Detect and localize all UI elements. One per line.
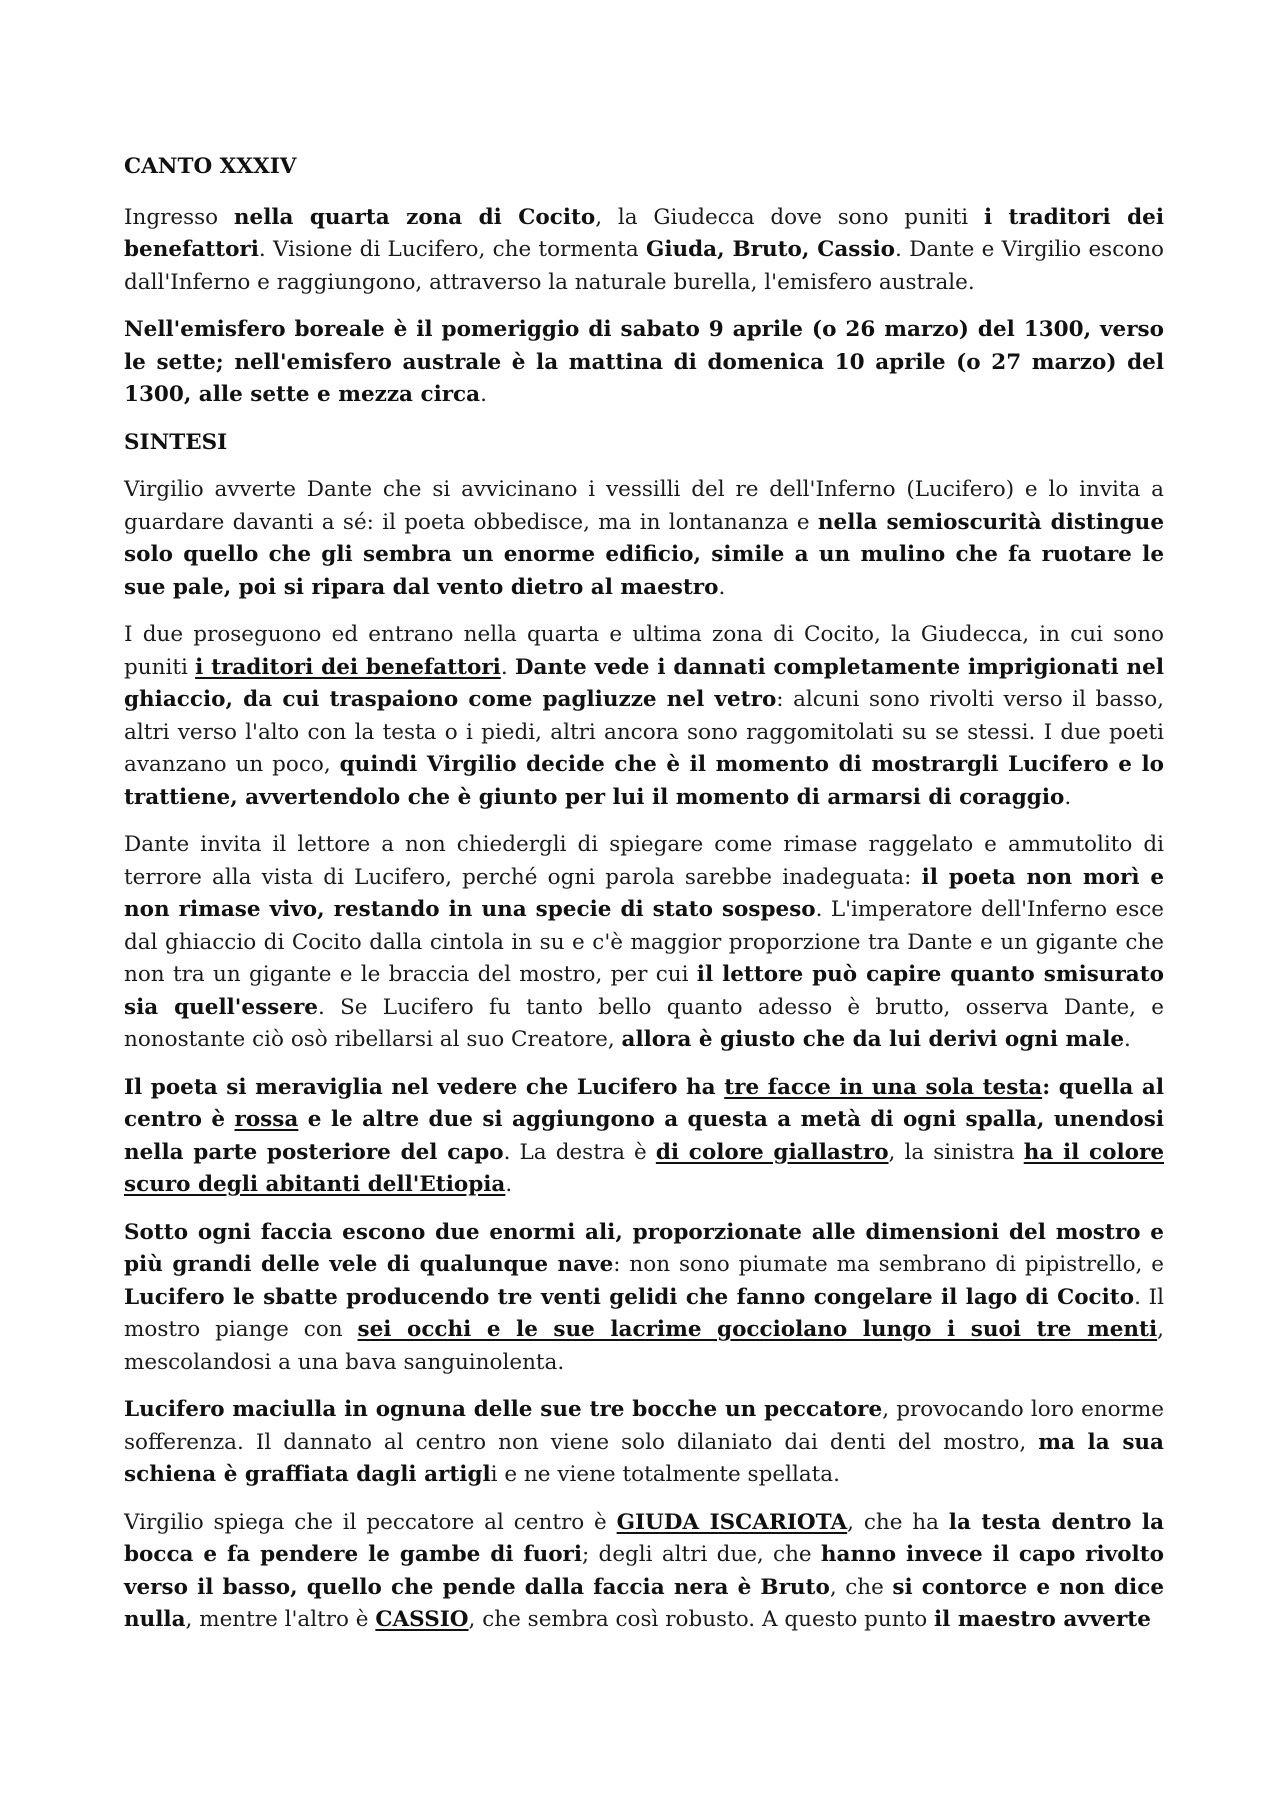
underlined-bold-span: rossa xyxy=(234,1107,299,1132)
text-span: . xyxy=(480,382,487,407)
canto-title xyxy=(124,151,1164,184)
bold-span: Lucifero maciulla in ognuna delle sue tre bocche un peccatore xyxy=(124,1397,883,1422)
bold-span: hanno invece il capo rivolto verso il basso, quello che pende dalla faccia nera è Bruto xyxy=(124,1542,1164,1600)
summary-paragraph-3 xyxy=(124,829,1164,1057)
underlined-bold-span: GIUDA ISCARIOTA xyxy=(616,1509,848,1535)
text-span: . L'imperatore dell'Inferno esce dal ghiaccio di Cocito dalla cintola in su e c'è maggior proporzione tra Dante e un gigante che non tra un gigante e le braccia del mostro, per cui xyxy=(124,897,1164,987)
sintesi-heading-text: SINTESI xyxy=(124,429,228,455)
text-span: . La destra è xyxy=(503,1139,656,1165)
bold-span: quindi Virgilio decide che è il momento di mostrargli Lucifero e lo trattiene, avvertendolo che è giunto per lui il momento di armarsi di coraggio xyxy=(124,752,1165,810)
bold-span: la testa dentro la bocca e fa pendere le gambe di fuori xyxy=(124,1509,1164,1567)
summary-paragraph-4 xyxy=(124,1072,1164,1202)
text-span: . Se Lucifero fu tanto bello quanto adesso è brutto, osserva Dante, e nonostante ciò osò ribellarsi al suo Creatore, xyxy=(124,994,1164,1052)
text-span: Virgilio avverte Dante che si avvicinano i vessilli del re dell'Inferno (Lucifero) e lo invita a guardare davanti a sé: il poeta obbedisce, ma in lontananza e xyxy=(124,477,1164,535)
bold-span: ma la sua schiena è graffiata dagli artigl xyxy=(124,1429,1164,1487)
text-span: i e ne viene totalmente spellata. xyxy=(490,1462,840,1487)
bold-span: i traditori dei benefattori xyxy=(124,204,1164,262)
bold-span: si contorce e non dice nulla xyxy=(124,1574,1164,1632)
text-span: . xyxy=(718,574,726,600)
bold-span: il poeta non morì e non rimase vivo, restando in una specie di stato sospeso xyxy=(124,864,1165,922)
summary-paragraph-5 xyxy=(124,1217,1164,1380)
underlined-bold-span: tre facce in una sola testa xyxy=(724,1074,1043,1100)
text-span: , che xyxy=(829,1574,893,1600)
underlined-bold-span: sei occhi e le sue lacrime gocciolano lungo i suoi tre menti xyxy=(357,1317,1158,1342)
bold-span: Il poeta si meraviglia nel vedere che Lucifero ha xyxy=(124,1074,725,1100)
summary-paragraph-1 xyxy=(124,474,1164,604)
text-span: , la Giudecca dove sono puniti xyxy=(595,204,984,230)
bold-span: Sotto ogni faccia escono due enormi ali, proporzionate alle dimensioni del mostro e più grandi delle vele di qualunque nave xyxy=(124,1219,1164,1277)
bold-span: il maestro avverte xyxy=(934,1607,1151,1632)
underlined-bold-span: di colore giallastro xyxy=(655,1139,889,1165)
text-span: Dante invita il lettore a non chiedergli di spiegare come rimase raggelato e ammutolito di terrore alla vista di Lucifero, perché ogni parola sarebbe inadeguata: xyxy=(124,832,1164,890)
text-span: , che ha xyxy=(847,1509,949,1535)
text-span: , provocando loro enorme sofferenza. Il dannato al centro non viene solo dilaniato dai denti del mostro, xyxy=(124,1397,1164,1455)
text-span: . Visione di Lucifero, che tormenta xyxy=(258,237,646,262)
text-span: . Il mostro piange con xyxy=(124,1284,1164,1342)
bold-span: e le altre due si aggiungono a questa a metà di ogni spalla, unendosi nella parte posteriore del capo xyxy=(124,1107,1164,1165)
bold-span: allora è giusto che da lui derivi ogni male xyxy=(621,1027,1125,1052)
summary-paragraph-2 xyxy=(124,619,1164,814)
bold-span: nella semioscurità distingue solo quello che gli sembra un enorme edificio, simile a un mulino che fa ruotare le sue pale, poi si ripara dal vento dietro al maestro xyxy=(124,509,1164,600)
summary-paragraph-6 xyxy=(124,1394,1164,1492)
bold-span: Nell'emisfero boreale è il pomeriggio di sabato 9 aprile (o 26 marzo) del 1300, verso le sette; nell'emisfero australe è la mattina di domenica 10 aprile (o 27 marzo) del 1300, alle sette e mezza circa xyxy=(124,317,1164,407)
text-span: . xyxy=(505,1172,513,1197)
bold-span: nella quarta zona di Cocito xyxy=(233,204,596,230)
bold-span: : quella al centro è xyxy=(124,1074,1164,1132)
underlined-bold-span: CASSIO xyxy=(375,1607,469,1632)
bold-span: Lucifero le sbatte producendo tre venti gelidi che fanno congelare il lago di Cocito xyxy=(124,1284,1135,1310)
text-span: . xyxy=(1064,784,1072,810)
bold-span: il lettore può capire quanto smisurato sia quell'essere xyxy=(124,962,1164,1020)
text-span: , mentre l'altro è xyxy=(185,1607,376,1632)
text-span: . xyxy=(500,654,515,680)
text-span: , che sembra così robusto. A questo punto xyxy=(468,1607,934,1632)
text-span: : non sono piumate ma sembrano di pipistrello, e xyxy=(613,1252,1164,1277)
text-span: I due proseguono ed entrano nella quarta e ultima zona di Cocito, la Giudecca, in cui sono puniti xyxy=(124,622,1164,680)
text-span: : alcuni sono rivolti verso il basso, altri verso l'alto con la testa o i piedi, altri ancora sono raggomitolati su se stessi. I due poeti avanzano un poco, xyxy=(124,687,1164,777)
text-span: . xyxy=(1124,1027,1131,1052)
intro-paragraph xyxy=(124,202,1164,300)
text-span: Ingresso xyxy=(124,204,234,230)
text-span: , la sinistra xyxy=(888,1139,1024,1165)
text-span: Virgilio spiega che il peccatore al centro è xyxy=(124,1509,617,1535)
canto-title-text: CANTO XXXIV xyxy=(124,154,297,179)
document-page xyxy=(124,151,1164,1652)
text-span: , mescolandosi a una bava sanguinolenta. xyxy=(124,1317,1164,1375)
bold-span: Dante vede i dannati completamente imprigionati nel ghiaccio, da cui traspaiono come pagliuzze nel vetro xyxy=(124,654,1164,712)
summary-paragraph-7 xyxy=(124,1507,1164,1637)
text-span: . Dante e Virgilio escono dall'Inferno e raggiungono, attraverso la naturale burella, l'emisfero australe. xyxy=(124,237,1164,295)
bold-span: Giuda, Bruto, Cassio xyxy=(645,237,896,262)
sintesi-heading xyxy=(124,427,1164,460)
underlined-bold-span: ha il colore scuro degli abitanti dell'Etiopia xyxy=(124,1139,1165,1197)
text-span: ; degli altri due, che xyxy=(582,1542,821,1567)
underlined-bold-span: i traditori dei benefattori xyxy=(195,654,501,680)
time-paragraph xyxy=(124,314,1164,412)
